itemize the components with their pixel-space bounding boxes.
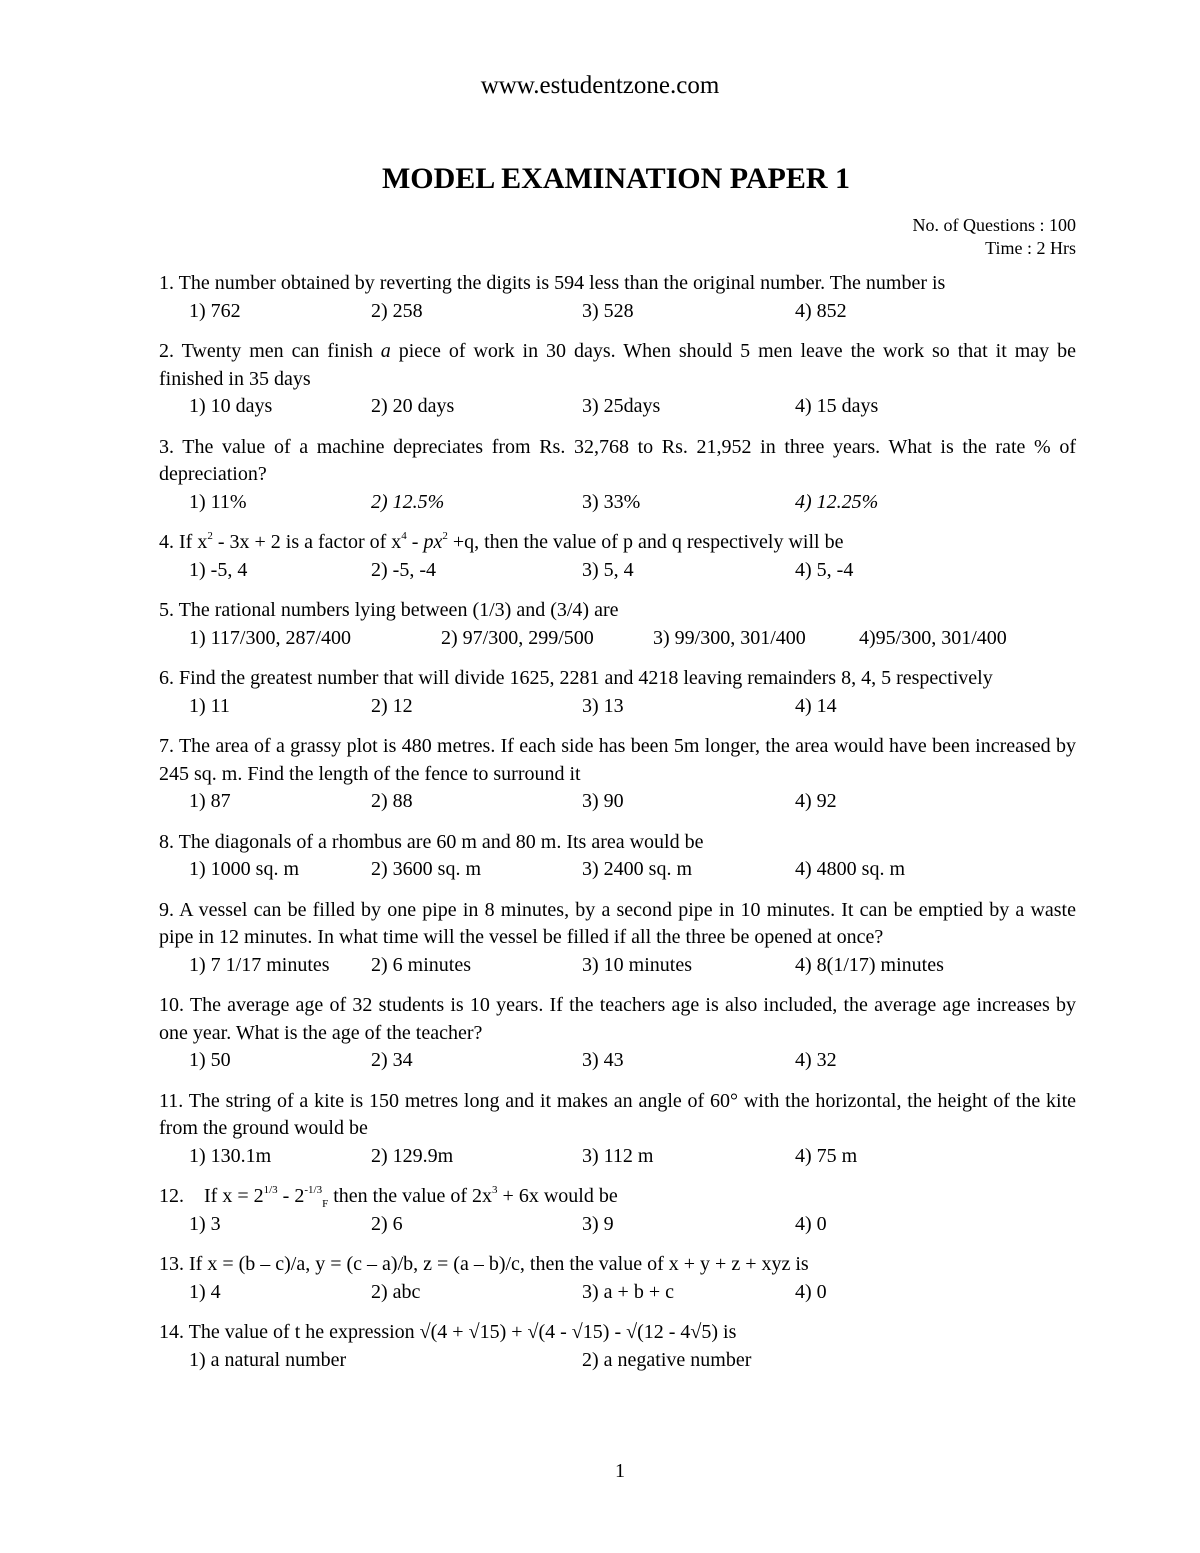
option-1: 1) 7 1/17 minutes — [189, 953, 330, 976]
option-1: 1) 3 — [189, 1212, 221, 1235]
option-3: 3) 99/300, 301/400 — [653, 626, 806, 649]
question-text: 12. If $x = 2^{1/3} - 2^{-1/3}_F$ then the value of $2x^3 + 6x$ would be — [159, 1184, 618, 1210]
option-3: 3) 9 — [582, 1212, 614, 1235]
option-4: 4) 5, -4 — [795, 558, 854, 581]
question-text: 2. Twenty men can finish a piece of work in 30 days. When should 5 men leave the work so that it may be finished in 35 days — [159, 340, 1076, 390]
question-text: 13. If x = (b – c)/a, y = (c – a)/b, z = (a – b)/c, then the value of x + y + z + xyz is — [159, 1253, 809, 1275]
question-text: 5. The rational numbers lying between (1/3) and (3/4) are — [159, 599, 619, 621]
option-2: 2) 6 minutes — [371, 953, 471, 976]
question-4 — [159, 529, 1076, 584]
option-3: 3) 2400 sq. m — [582, 858, 692, 880]
option-3: 3) 112 m — [582, 1144, 654, 1167]
option-4: 4) 32 — [795, 1049, 837, 1071]
option-4: 4) 92 — [795, 790, 837, 812]
option-3: 3) 90 — [582, 790, 624, 812]
option-2: 2) 88 — [371, 790, 413, 812]
option-1: 1) 87 — [189, 790, 231, 812]
page-number: 1 — [615, 1460, 625, 1482]
option-2: 2) 12 — [371, 694, 413, 717]
option-3: 3) 5, 4 — [582, 558, 634, 581]
question-text: 3. The value of a machine depreciates from Rs. 32,768 to Rs. 21,952 in three years. What is the rate % of depreciation? — [159, 435, 1076, 485]
option-4: 4) 14 — [795, 694, 837, 717]
option-1: 1) 50 — [189, 1049, 231, 1071]
question-text: 4. If $x^2 - 3x + 2$ is a factor of $x^4 - px^2 +q$, then the value of p and q respectively will be — [159, 530, 844, 553]
option-4: 4) 12.25% — [795, 490, 879, 513]
option-4: 4) 4800 sq. m — [795, 858, 905, 880]
options-row — [159, 1211, 1076, 1239]
options-row — [159, 1143, 1076, 1171]
question-text: 10. The average age of 32 students is 10 years. If the teachers age is also included, the average age increases by one year. What is the age of the teacher? — [159, 994, 1076, 1044]
option-1: 1) 11 — [189, 694, 230, 717]
question-7 — [159, 733, 1076, 816]
option-2: 2) 20 days — [371, 395, 455, 417]
option-1: 1) 130.1m — [189, 1144, 272, 1167]
option-1: 1) 4 — [189, 1280, 221, 1303]
option-4: 4) 8(1/17) minutes — [795, 953, 944, 976]
option-3: 3) 13 — [582, 694, 624, 717]
question-13 — [159, 1251, 1076, 1306]
option-3: 3) 33% — [582, 490, 641, 513]
option-2: 2) 129.9m — [371, 1144, 454, 1167]
option-2: 2) 97/300, 299/500 — [441, 626, 594, 649]
option-1: 1) 762 — [189, 299, 241, 322]
option-2: 2) -5, -4 — [371, 558, 436, 581]
options-row — [159, 693, 1076, 721]
option-2: 2) 258 — [371, 299, 423, 322]
question-8 — [159, 829, 1076, 884]
option-4: 4) 0 — [795, 1212, 827, 1235]
options-row — [159, 557, 1076, 585]
exam-meta — [913, 214, 1077, 260]
option-3: 3) 528 — [582, 299, 634, 322]
option-1: 1) 11% — [189, 490, 247, 513]
option-4: 4) 0 — [795, 1280, 827, 1303]
option-3: 3) 25days — [582, 395, 661, 417]
options-row — [159, 625, 1076, 653]
question-count: No. of Questions : 100 — [912, 215, 1076, 235]
options-row — [159, 393, 1076, 421]
question-10 — [159, 992, 1076, 1075]
page-title: MODEL EXAMINATION PAPER 1 — [381, 162, 851, 195]
options-row — [159, 489, 1076, 517]
option-4: 4)95/300, 301/400 — [859, 626, 1007, 649]
question-6 — [159, 665, 1076, 720]
question-text: 9. A vessel can be filled by one pipe in 8 minutes, by a second pipe in 10 minutes. It can be emptied by a waste pipe in 12 minutes. In what time will the vessel be filled if all the three be opened at once? — [159, 898, 1076, 948]
question-2 — [159, 338, 1076, 421]
options-row — [159, 1347, 1076, 1375]
question-9 — [159, 897, 1076, 980]
option-2: 2) 34 — [371, 1049, 413, 1071]
option-3: 3) 43 — [582, 1049, 624, 1071]
option-2: 2) 6 — [371, 1212, 403, 1235]
question-text: 6. Find the greatest number that will divide 1625, 2281 and 4218 leaving remainders 8, 4, 5 respectively — [159, 667, 993, 689]
question-11 — [159, 1088, 1076, 1171]
question-12 — [159, 1183, 1076, 1238]
option-3: 3) a + b + c — [582, 1280, 674, 1303]
question-1 — [159, 270, 1076, 325]
question-3 — [159, 434, 1076, 517]
option-2: 2) 3600 sq. m — [371, 858, 481, 880]
option-1: 1) 117/300, 287/400 — [189, 626, 352, 649]
question-text: 1. The number obtained by reverting the digits is 594 less than the original number. The number is — [159, 272, 946, 294]
question-text: 7. The area of a grassy plot is 480 metres. If each side has been 5m longer, the area would have been increased by 245 sq. m. Find the length of the fence to surround it — [159, 735, 1076, 785]
option-2: 2) abc — [371, 1280, 421, 1303]
options-row — [159, 856, 1076, 884]
option-4: 4) 15 days — [795, 395, 879, 417]
site-url: www.estudentzone.com — [480, 72, 720, 99]
options-row — [159, 1279, 1076, 1307]
question-5 — [159, 597, 1076, 652]
option-2: 2) a negative number — [582, 1348, 752, 1371]
options-row — [159, 788, 1076, 816]
options-row — [159, 952, 1076, 980]
exam-time: Time : 2 Hrs — [985, 238, 1076, 258]
question-text: 8. The diagonals of a rhombus are 60 m and 80 m. Its area would be — [159, 830, 704, 853]
options-row — [159, 1047, 1076, 1075]
option-4: 4) 852 — [795, 299, 847, 322]
question-list — [159, 270, 1076, 1387]
question-text: 14. The value of t he expression √(4 + √15) + √(4 - √15) - √(12 - 4√5) is — [159, 1321, 737, 1343]
option-4: 4) 75 m — [795, 1144, 858, 1167]
question-text: 11. The string of a kite is 150 metres long and it makes an angle of 60° with the horizontal, the height of the kite from the ground would be — [159, 1089, 1076, 1139]
options-row — [159, 298, 1076, 326]
option-1: 1) a natural number — [189, 1348, 347, 1371]
option-3: 3) 10 minutes — [582, 953, 692, 976]
option-1: 1) 1000 sq. m — [189, 858, 299, 880]
option-1: 1) -5, 4 — [189, 558, 248, 581]
option-2: 2) 12.5% — [371, 490, 445, 513]
option-1: 1) 10 days — [189, 395, 273, 417]
question-14 — [159, 1319, 1076, 1374]
